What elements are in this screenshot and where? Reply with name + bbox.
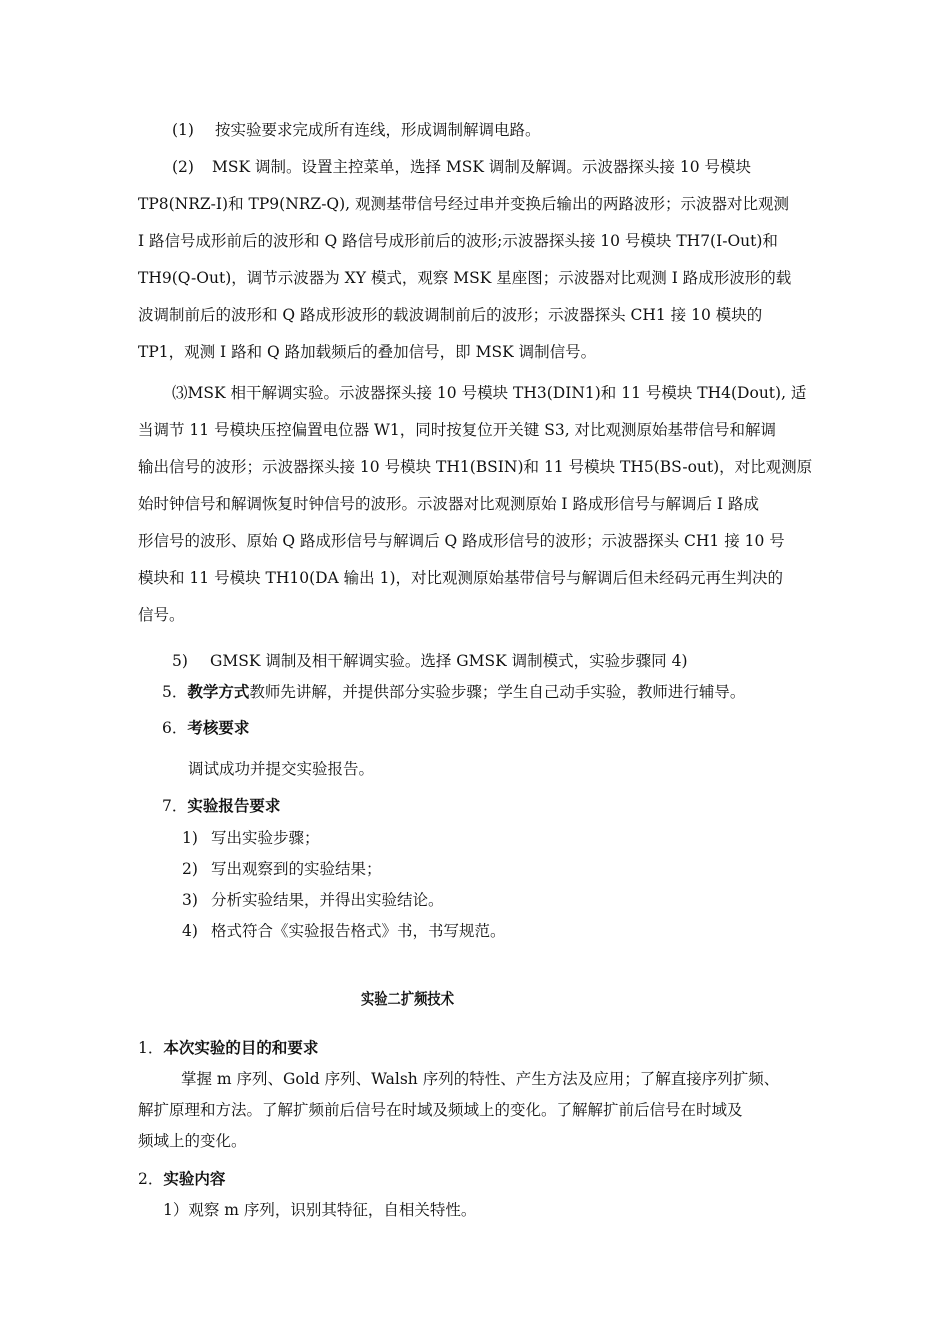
report-item-number: 4) [182, 922, 198, 940]
step-2-line: TH9(Q-Out)，调节示波器为 XY 模式，观察 MSK 星座图；示波器对比观测 I 路成形波形的载 [138, 269, 792, 287]
assessment-text: 调试成功并提交实验报告。 [188, 760, 375, 778]
step-1 [172, 123, 541, 139]
step-2-first-line [172, 160, 751, 176]
step-3-line: 形信号的波形、原始 Q 路成形信号与解调后 Q 路成形信号的波形；示波器探头 CH1 接 10 号 [138, 532, 785, 550]
experiment-2-title: 实验二扩频技术 [360, 990, 455, 1008]
purpose-line: 解扩原理和方法。了解扩频前后信号在时域及频域上的变化。了解解扩前后信号在时域及 [138, 1101, 743, 1119]
step-2-number: (2) [172, 158, 194, 176]
step-1-text: 按实验要求完成所有连线，形成调制解调电路。 [215, 121, 541, 139]
report-item-number: 2) [182, 860, 198, 878]
report-number: 7． [162, 797, 188, 815]
report-item [182, 893, 444, 909]
report-item-text: 写出实验步骤； [211, 829, 320, 847]
content-heading [138, 1172, 225, 1188]
purpose-heading [138, 1041, 318, 1057]
teaching-method-text: 教师先讲解，并提供部分实验步骤；学生自己动手实验，教师进行辅导。 [249, 683, 746, 701]
step-3-line: 信号。 [138, 606, 185, 624]
purpose-line: 频域上的变化。 [138, 1132, 247, 1150]
step-3-line: 当调节 11 号模块压控偏置电位器 W1，同时按复位开关键 S3, 对比观测原始基带信号和解调 [138, 421, 777, 439]
report-item-text: 格式符合《实验报告格式》书，书写规范。 [211, 922, 506, 940]
report-item [182, 831, 320, 847]
assessment-number: 6． [162, 719, 188, 737]
teaching-method-number: 5． [162, 683, 188, 701]
content-item-1: 1）观察 m 序列，识别其特征，自相关特性。 [163, 1201, 477, 1219]
step-2-line: I 路信号成形前后的波形和 Q 路信号成形前后的波形;示波器探头接 10 号模块 TH7(I-Out)和 [138, 232, 778, 250]
teaching-method [162, 685, 745, 701]
step-1-number: (1) [172, 121, 194, 139]
content-number: 2． [138, 1170, 164, 1188]
report-label: 实验报告要求 [187, 797, 281, 815]
report-heading [162, 799, 280, 815]
report-item [182, 862, 382, 878]
content-label: 实验内容 [163, 1170, 226, 1188]
teaching-method-label: 教学方式 [187, 683, 250, 701]
step-2-heading-text: MSK 调制。设置主控菜单，选择 MSK 调制及解调。示波器探头接 10 号模块 [212, 158, 751, 176]
step-5-text: GMSK 调制及相干解调实验。选择 GMSK 调制模式，实验步骤同 4) [210, 652, 688, 670]
report-item [182, 924, 506, 940]
report-item-text: 写出观察到的实验结果； [211, 860, 382, 878]
step-2-line: TP8(NRZ-I)和 TP9(NRZ-Q), 观测基带信号经过串并变换后输出的两路波形；示波器对比观测 [138, 195, 790, 213]
report-item-number: 3) [182, 891, 198, 909]
step-3-first-line: ⑶MSK 相干解调实验。示波器探头接 10 号模块 TH3(DIN1)和 11 号模块 TH4(Dout), 适 [172, 384, 807, 402]
assessment-heading [162, 721, 249, 737]
assessment-label: 考核要求 [187, 719, 250, 737]
step-3-line: 始时钟信号和解调恢复时钟信号的波形。示波器对比观测原始 I 路成形信号与解调后 I 路成 [138, 495, 759, 513]
step-3-line: 模块和 11 号模块 TH10(DA 输出 1)，对比观测原始基带信号与解调后但未经码元再生判决的 [138, 569, 784, 587]
step-3-line: 输出信号的波形；示波器探头接 10 号模块 TH1(BSIN)和 11 号模块 TH5(BS-out)，对比观测原 [138, 458, 813, 476]
step-2-line: 波调制前后的波形和 Q 路成形波形的载波调制前后的波形；示波器探头 CH1 接 10 模块的 [138, 306, 763, 324]
step-5-number: 5) [172, 652, 188, 670]
step-5 [172, 654, 688, 670]
step-2-line: TP1，观测 I 路和 Q 路加载频后的叠加信号，即 MSK 调制信号。 [138, 343, 597, 361]
purpose-label: 本次实验的目的和要求 [163, 1039, 319, 1057]
purpose-first-line: 掌握 m 序列、Gold 序列、Walsh 序列的特性、产生方法及应用；了解直接序列扩频、 [181, 1070, 780, 1088]
purpose-number: 1． [138, 1039, 164, 1057]
report-item-text: 分析实验结果，并得出实验结论。 [211, 891, 444, 909]
report-item-number: 1) [182, 829, 198, 847]
